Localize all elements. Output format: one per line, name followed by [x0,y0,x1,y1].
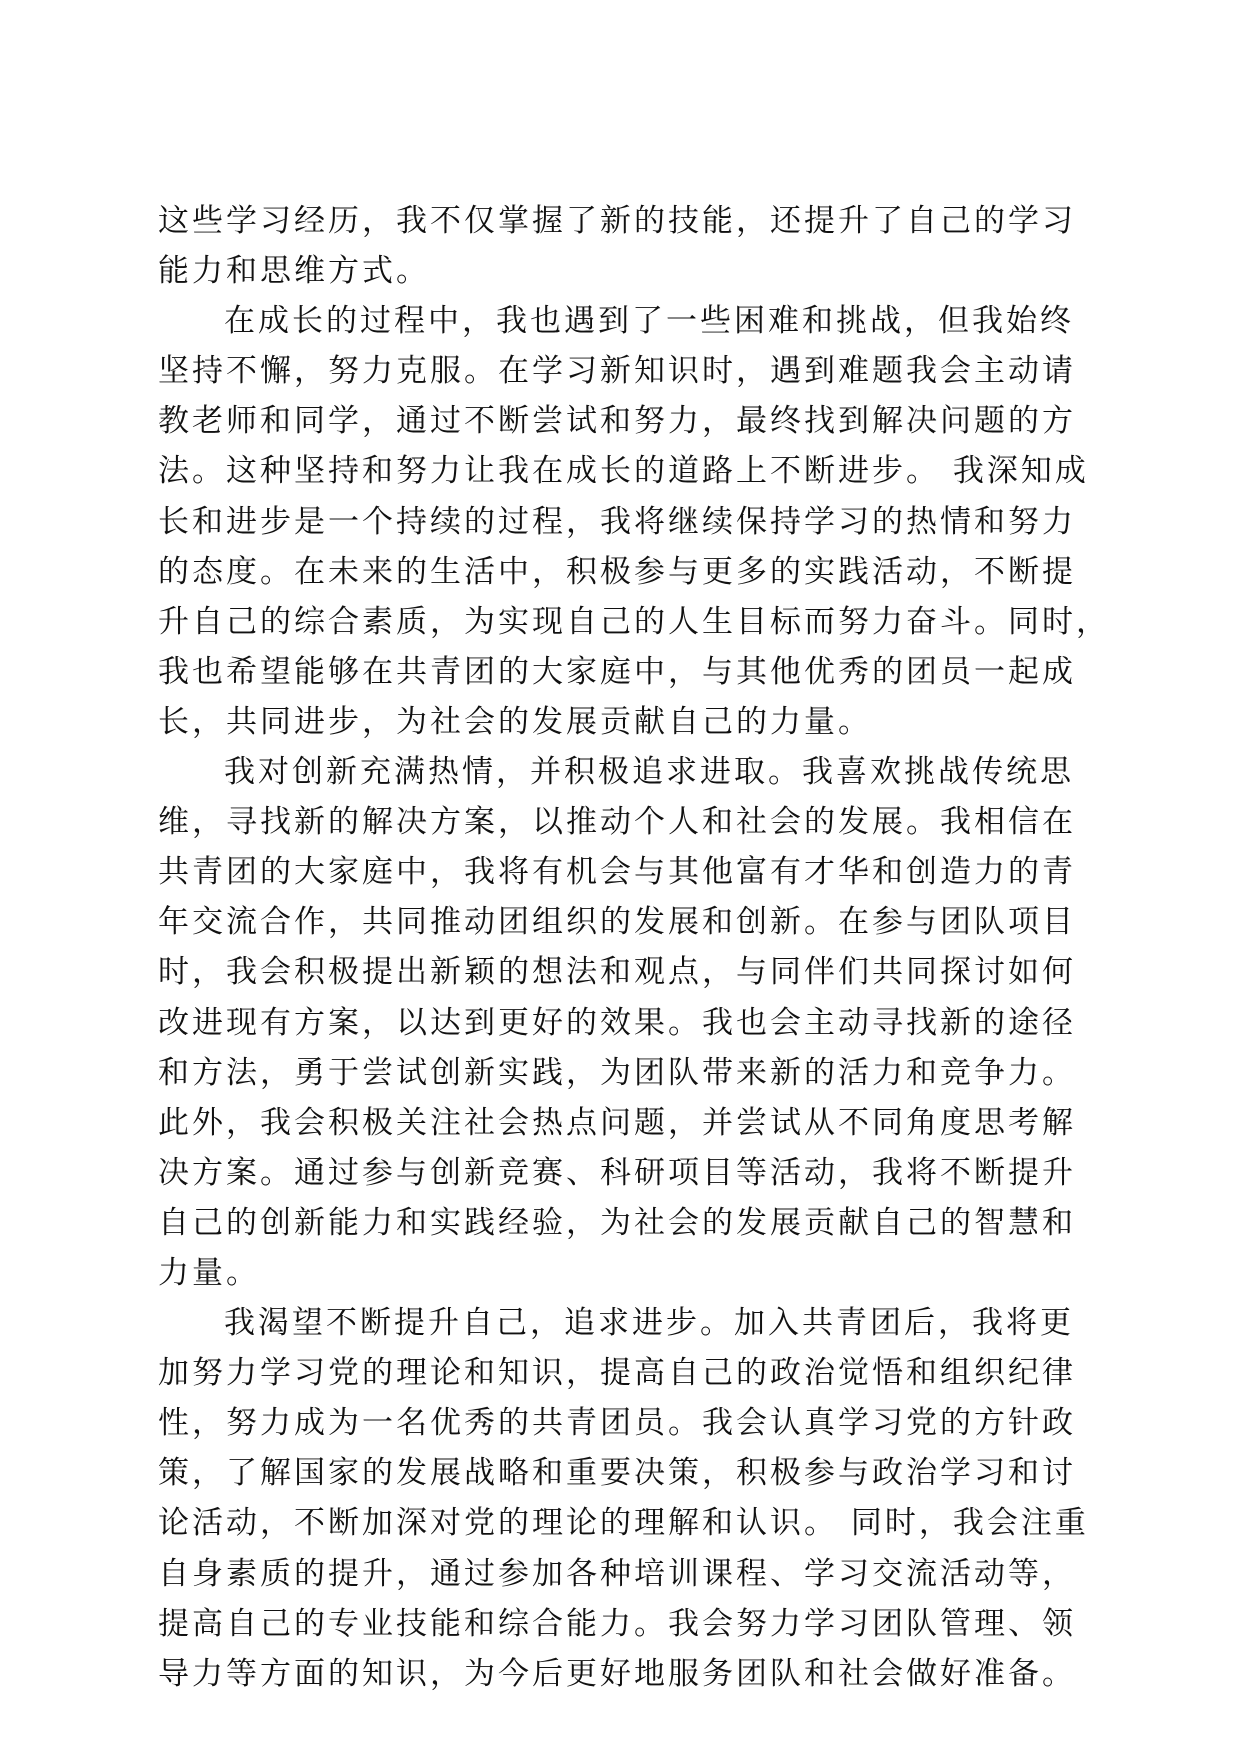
text-line: 加努力学习党的理论和知识，提高自己的政治觉悟和组织纪律 [158,1355,1076,1392]
text-line: 能力和思维方式。 [158,253,430,290]
text-line: 自身素质的提升，通过参加各种培训课程、学习交流活动等， [158,1555,1076,1592]
text-line: 维，寻找新的解决方案，以推动个人和社会的发展。我相信在 [158,804,1076,841]
text-line: 坚持不懈，努力克服。在学习新知识时，遇到难题我会主动请 [158,353,1076,390]
text-line: 我也希望能够在共青团的大家庭中，与其他优秀的团员一起成 [158,653,1076,690]
paragraph-first-line: 在成长的过程中，我也遇到了一些困难和挑战，但我始终 [224,303,1074,340]
text-line: 时，我会积极提出新颖的想法和观点，与同伴们共同探讨如何 [158,954,1076,991]
text-line: 策，了解国家的发展战略和重要决策，积极参与政治学习和讨 [158,1455,1076,1492]
text-line: 法。这种坚持和努力让我在成长的道路上不断进步。 我深知成 [158,453,1089,490]
text-line: 的态度。在未来的生活中，积极参与更多的实践活动，不断提 [158,553,1076,590]
text-line: 性，努力成为一名优秀的共青团员。我会认真学习党的方针政 [158,1405,1076,1442]
paragraph-first-line: 我对创新充满热情，并积极追求进取。我喜欢挑战传统思 [224,754,1074,791]
text-line: 论活动，不断加深对党的理论的理解和认识。 同时，我会注重 [158,1505,1089,1542]
text-line: 长和进步是一个持续的过程，我将继续保持学习的热情和努力 [158,503,1076,540]
text-line: 和方法，勇于尝试创新实践，为团队带来新的活力和竞争力。 [158,1054,1076,1091]
text-line: 升自己的综合素质，为实现自己的人生目标而努力奋斗。同时， [158,603,1110,640]
text-line: 长，共同进步，为社会的发展贡献自己的力量。 [158,703,872,740]
text-line: 共青团的大家庭中，我将有机会与其他富有才华和创造力的青 [158,854,1076,891]
text-line: 年交流合作，共同推动团组织的发展和创新。在参与团队项目 [158,904,1076,941]
text-line: 教老师和同学，通过不断尝试和努力，最终找到解决问题的方 [158,403,1076,440]
paragraph-first-line: 我渴望不断提升自己，追求进步。加入共青团后，我将更 [224,1305,1074,1342]
document-body [158,196,1110,1699]
text-line: 决方案。通过参与创新竞赛、科研项目等活动，我将不断提升 [158,1154,1076,1191]
text-line: 导力等方面的知识，为今后更好地服务团队和社会做好准备。 [158,1655,1076,1692]
text-line: 提高自己的专业技能和综合能力。我会努力学习团队管理、领 [158,1605,1076,1642]
text-line: 自己的创新能力和实践经验，为社会的发展贡献自己的智慧和 [158,1204,1076,1241]
text-line: 此外，我会积极关注社会热点问题，并尝试从不同角度思考解 [158,1104,1076,1141]
text-line: 改进现有方案，以达到更好的效果。我也会主动寻找新的途径 [158,1004,1076,1041]
text-line: 这些学习经历，我不仅掌握了新的技能，还提升了自己的学习 [158,203,1076,239]
text-line: 力量。 [158,1254,260,1291]
